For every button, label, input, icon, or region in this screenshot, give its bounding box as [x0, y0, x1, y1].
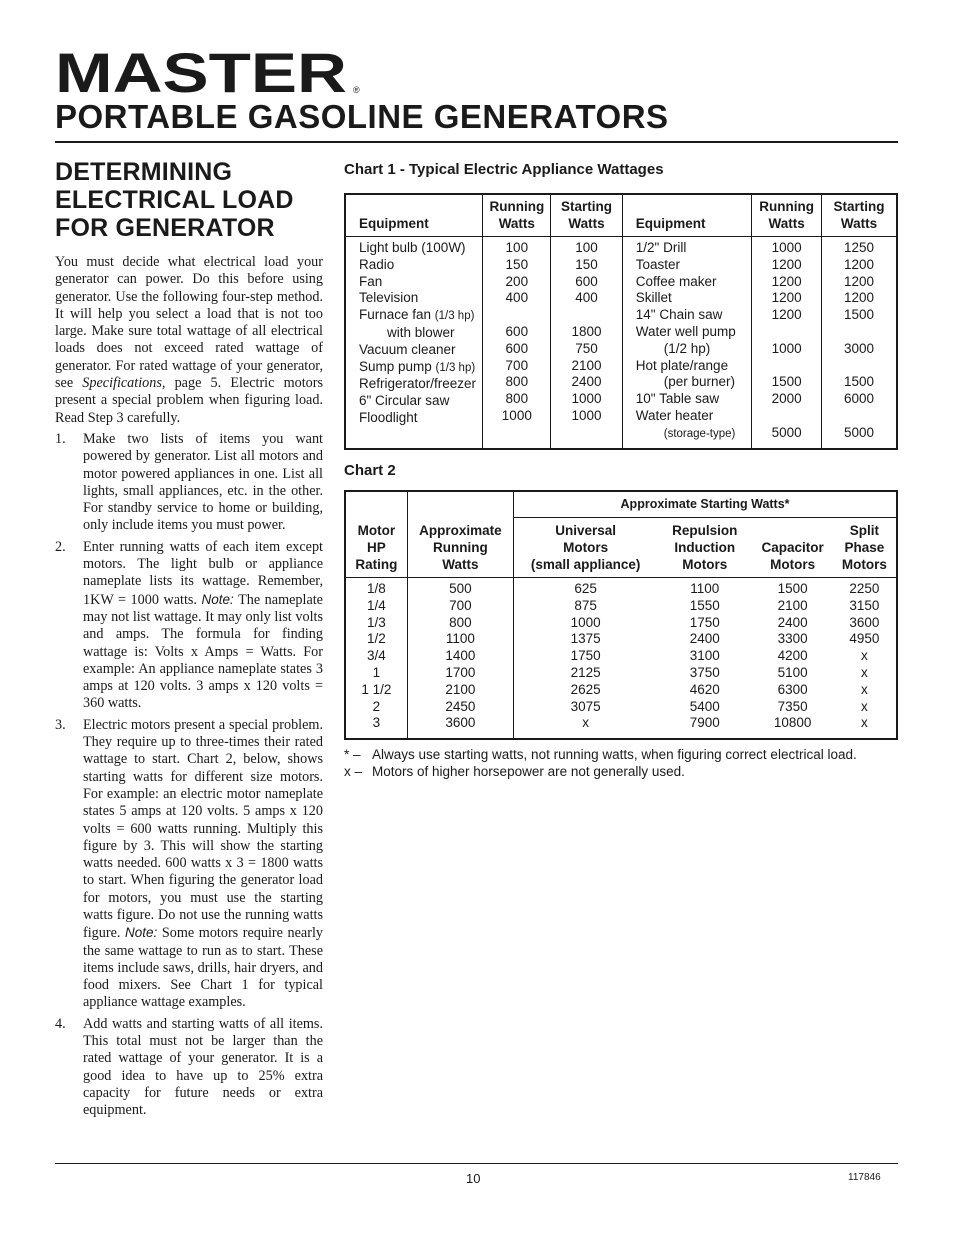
footnote-mark: x –: [344, 764, 363, 779]
starting-watts-value: 750: [575, 340, 598, 356]
header-line: Split: [849, 523, 879, 538]
cell-value: 1750: [570, 648, 601, 664]
group-header: Approximate Starting Watts*: [514, 491, 897, 518]
equipment-name: 14" Chain saw: [635, 307, 723, 323]
starting-watts-value: 1500: [844, 374, 875, 390]
equipment-name: Refrigerator/freezer: [359, 376, 477, 392]
header-line: Motors: [682, 557, 728, 572]
note-label: Note:: [125, 925, 158, 941]
header-line: Universal: [555, 523, 616, 538]
cell-value: 2125: [570, 664, 601, 680]
cell-value: x: [582, 715, 589, 731]
cell-value: 1500: [777, 581, 808, 596]
data-column: [407, 578, 513, 740]
cell-value: 2100: [777, 597, 808, 613]
registered-mark: ®: [353, 85, 360, 95]
cell-value: 1 1/2: [361, 681, 392, 697]
cell-value: 3600: [445, 715, 476, 731]
header-line: Phase: [844, 540, 885, 555]
footnote-mark: * –: [344, 747, 361, 762]
cell-value: 2100: [445, 681, 476, 697]
running-watts-value: 700: [505, 357, 529, 373]
intro-paragraph: [55, 254, 323, 427]
column-header: [345, 518, 407, 578]
column-header: [752, 518, 832, 578]
group-header-row: [345, 491, 897, 518]
starting-watts-value: 1000: [571, 407, 602, 423]
column-header: [657, 518, 752, 578]
header-line: Watts: [498, 216, 535, 231]
running-watts-value: 600: [505, 340, 529, 356]
footer-divider: [55, 1163, 898, 1164]
cell-value: 1000: [570, 614, 601, 630]
table-body-row: [345, 237, 897, 449]
cell-value: 875: [574, 597, 597, 613]
header-line: Starting: [560, 199, 612, 214]
equipment-note: (storage-type): [663, 427, 736, 440]
header-line: Starting: [833, 199, 885, 214]
header-line: Watts: [840, 216, 878, 231]
cell-value: 1100: [690, 581, 720, 596]
cell-value: 3750: [689, 664, 720, 680]
starting-watts-value: [826, 324, 892, 341]
cell-value: x: [860, 648, 868, 664]
cell-value: 3150: [849, 597, 880, 613]
header-line: Running: [489, 199, 545, 214]
equipment-name: Floodlight: [359, 409, 418, 425]
running-watts-value: 400: [505, 290, 529, 306]
header-equipment: Equipment: [345, 194, 483, 237]
data-column: [345, 578, 407, 740]
step-text: [83, 1016, 323, 1120]
running-watts-value: 1000: [501, 407, 532, 423]
header-line: Watts: [768, 216, 805, 231]
equipment-note: (1/3 hp): [434, 310, 475, 323]
running-watts-value: 800: [505, 391, 529, 407]
cell-value: 1/8: [366, 581, 386, 596]
cell-value: 2400: [777, 614, 808, 630]
header-line: Running: [433, 540, 488, 555]
column-header: [514, 518, 658, 578]
step-text: [83, 431, 323, 535]
cell-value: 10800: [773, 715, 812, 731]
equipment-name: Furnace fan (1/3 hp): [359, 307, 475, 323]
step-text-part: The nameplate may not list wattage. It may only list volts and amps. The formula for finding wattage is: Volts x Amps = Watts. For example: An appliance nameplate states 3 amps at 120 volts. 3 amps x 120 volts = 360 watts.: [83, 591, 323, 712]
cell-value: 6300: [777, 681, 808, 697]
running-watts-column: [483, 237, 551, 449]
starting-watts-value: 1200: [844, 290, 875, 306]
header-running-watts: [752, 194, 822, 237]
step-text: [83, 717, 323, 1012]
running-watts-value: [756, 358, 817, 375]
section-title-line: FOR GENERATOR: [55, 214, 275, 242]
instructions-column: [55, 158, 323, 1124]
cell-value: 1/4: [366, 597, 386, 613]
header-line: Motors: [563, 540, 609, 555]
note-label: Note:: [201, 591, 234, 607]
equipment-name: 1/2" Drill: [635, 240, 687, 255]
equipment-name: Skillet: [635, 290, 672, 306]
equipment-name: with blower: [387, 324, 455, 340]
step-text-part: Electric motors present a special problem. They require up to three-times their rated wattage to start. Chart 2, below, shows starting watts for different size motors. For example: an electric motor nameplate states 5 amps at 120 volts. 5 amps x 120 volts = 600 watts running. Multiply this figure by 3. This will show the starting watts needed. 600 watts x 3 = 1800 watts to start. When figuring the generator load for motors, you must use the starting watts figure. Do not use the running watts figure.: [83, 716, 323, 942]
cell-value: 625: [574, 581, 597, 596]
cell-value: 7350: [777, 698, 808, 714]
cell-value: 2: [372, 698, 381, 714]
cell-value: 2250: [849, 581, 880, 596]
header-line: Rating: [355, 557, 398, 572]
header-line: Running: [759, 199, 815, 214]
cell-value: 2450: [445, 698, 476, 714]
running-watts-value: 2000: [771, 391, 802, 407]
running-watts-value: 1500: [771, 374, 802, 390]
running-watts-value: 5000: [771, 424, 802, 440]
footnote-text: Always use starting watts, not running watts, when figuring correct electrical load.: [372, 747, 857, 762]
steps-list: [55, 431, 323, 1120]
equipment-name: (per burner): [663, 374, 736, 390]
cell-value: 2625: [570, 681, 601, 697]
column-header: [833, 518, 897, 578]
starting-watts-value: 5000: [844, 424, 875, 440]
running-watts-value: [756, 408, 817, 425]
step-item: [55, 717, 323, 1012]
cell-value: 1400: [445, 648, 476, 664]
starting-watts-value: [826, 408, 892, 425]
starting-watts-value: 1800: [571, 323, 602, 339]
running-watts-value: 1000: [771, 240, 802, 255]
running-watts-value: 1200: [771, 307, 802, 323]
cell-value: 5400: [689, 698, 720, 714]
starting-watts-value: 600: [575, 273, 598, 289]
intro-text: page 5. Electric motors present a special problem when figuring load. Read Step 3 carefully.: [55, 375, 323, 426]
cell-value: x: [860, 664, 868, 680]
cell-value: 1700: [445, 664, 476, 680]
equipment-name: (1/2 hp): [663, 340, 711, 356]
appliance-wattage-table: [344, 193, 898, 450]
header-line: Motors: [770, 557, 816, 572]
cell-value: x: [860, 698, 868, 714]
cell-value: 1: [372, 664, 381, 680]
equipment-column: [345, 237, 483, 449]
cell-value: 2400: [689, 631, 720, 647]
starting-watts-value: 3000: [844, 340, 875, 356]
table-header-row: [345, 518, 897, 578]
chart1-title: Chart 1 - Typical Electric Appliance Wattages: [344, 161, 664, 178]
section-title-line: ELECTRICAL LOAD: [55, 186, 294, 214]
document-code: 117846: [848, 1172, 881, 1183]
equipment-note: (1/3 hp): [435, 361, 476, 374]
header-line: Motor: [357, 523, 396, 538]
equipment-name: Water well pump: [635, 323, 736, 339]
data-column: [752, 578, 832, 740]
data-column: [833, 578, 897, 740]
starting-watts-value: 150: [575, 256, 598, 272]
equipment-name: Coffee maker: [635, 273, 717, 289]
equipment-name: [359, 427, 478, 444]
header-divider: [55, 141, 898, 143]
cell-value: 4620: [689, 681, 720, 697]
running-watts-value: 1200: [771, 290, 802, 306]
starting-watts-value: [826, 358, 892, 375]
equipment-name: Water heater: [635, 407, 714, 423]
table-header-row: [345, 194, 897, 237]
step-text-part: Some motors require nearly the same wattage to run as to start. These items include saws, drills, hair dryers, and food mixers. See Chart 1 for typical appliance wattage examples.: [83, 925, 323, 1011]
motor-starting-watts-table: [344, 490, 898, 740]
running-watts-value: 600: [505, 323, 529, 339]
header-starting-watts: [822, 194, 897, 237]
step-text-part: Enter running watts of each item except motors. The light bulb or appliance nameplate lists its wattage. Remember, 1KW = 1000 watts.: [83, 538, 323, 608]
footnote-text: Motors of higher horsepower are not generally used.: [372, 764, 685, 779]
step-item: [55, 539, 323, 713]
footnote: [344, 763, 904, 780]
cell-value: 1550: [689, 597, 720, 613]
running-watts-value: 100: [505, 240, 529, 255]
intro-text: You must decide what electrical load your generator can power. Do this before using generator. Use the following four-step method. It will help you select a load that is not too large. Make sure total wattage of all electrical loads does not exceed rated wattage of generator. For rated wattage of your generator, see: [55, 254, 323, 392]
step-item: [55, 1016, 323, 1120]
step-text-part: Add watts and starting watts of all items. This total must not be larger than the rated wattage of your generator. It is a good idea to have up to 25% extra capacity for future needs or extra equipment.: [83, 1015, 323, 1119]
header-running-watts: [483, 194, 551, 237]
starting-watts-value: 2100: [571, 357, 602, 373]
step-text-part: Make two lists of items you want powered by generator. List all motors and motor powered appliances in one. List all lights, small appliances, etc. in the other. For standby service to home or building, only include items you must power.: [83, 430, 323, 534]
equipment-name: Sump pump (1/3 hp): [359, 358, 476, 374]
table-body-row: [345, 578, 897, 740]
page-number: 10: [466, 1171, 481, 1186]
starting-watts-value: 1250: [844, 240, 875, 255]
cell-value: 1100: [445, 631, 475, 647]
running-watts-value: 200: [505, 273, 529, 289]
starting-watts-value: [555, 425, 618, 442]
starting-watts-value: 1200: [844, 273, 875, 289]
step-number: 2.: [55, 538, 66, 555]
chart2-title: Chart 2: [344, 462, 396, 479]
cell-value: 1/2: [366, 631, 386, 647]
running-watts-value: [487, 307, 546, 324]
header-line: Induction: [674, 540, 736, 555]
starting-watts-value: 1200: [844, 256, 875, 272]
running-watts-column: [752, 237, 822, 449]
master-logo: [55, 48, 365, 98]
header-line: HP: [366, 540, 386, 555]
cell-value: 3600: [849, 614, 880, 630]
data-column: [657, 578, 752, 740]
starting-watts-value: 6000: [844, 391, 875, 407]
equipment-name: Fan: [359, 273, 383, 289]
cell-value: 5100: [777, 664, 808, 680]
step-number: 3.: [55, 716, 66, 733]
specifications-reference: Specifications,: [82, 375, 166, 392]
section-title-line: DETERMINING: [55, 158, 233, 186]
running-watts-value: 800: [505, 374, 529, 390]
equipment-name: Radio: [359, 256, 395, 272]
header-line: (small appliance): [530, 557, 641, 572]
cell-value: 500: [449, 581, 472, 596]
cell-value: 1750: [689, 614, 720, 630]
starting-watts-value: 1000: [571, 391, 602, 407]
equipment-name: Light bulb (100W): [359, 240, 466, 255]
cell-value: 1375: [570, 631, 601, 647]
equipment-name: Hot plate/range: [635, 357, 729, 373]
logo-text: MASTER: [55, 48, 347, 98]
step-number: 4.: [55, 1015, 66, 1032]
running-watts-value: [487, 425, 546, 442]
step-number: 1.: [55, 430, 66, 447]
starting-watts-value: 2400: [571, 374, 602, 390]
cell-value: 3: [372, 715, 381, 731]
header-line: Approximate: [419, 523, 502, 538]
cell-value: x: [860, 715, 868, 731]
page-title: PORTABLE GASOLINE GENERATORS: [55, 98, 669, 135]
cell-value: 3100: [689, 648, 720, 664]
section-title: [55, 158, 323, 242]
footnote: [344, 746, 904, 763]
equipment-column: [622, 237, 752, 449]
cell-value: 700: [449, 597, 472, 613]
cell-value: 1/3: [366, 614, 386, 630]
starting-watts-value: 400: [575, 290, 598, 306]
header-line: Motors: [841, 557, 887, 572]
header-line: Watts: [442, 557, 479, 572]
header-line: Watts: [568, 216, 605, 231]
cell-value: x: [860, 681, 868, 697]
footnotes: [344, 746, 904, 780]
header-line: Repulsion: [672, 523, 738, 538]
starting-watts-value: 100: [575, 240, 598, 255]
cell-value: 4950: [849, 631, 880, 647]
step-text: [83, 539, 323, 713]
running-watts-value: [756, 324, 817, 341]
running-watts-value: 1000: [771, 340, 802, 356]
equipment-name: 6" Circular saw: [359, 393, 450, 409]
cell-value: 800: [449, 614, 472, 630]
equipment-name: [636, 425, 748, 443]
header-starting-watts: [551, 194, 623, 237]
equipment-name: 10" Table saw: [635, 391, 720, 407]
running-watts-value: 150: [505, 256, 529, 272]
header-line: Capacitor: [761, 540, 824, 555]
column-header: [407, 518, 513, 578]
running-watts-value: 1200: [771, 256, 802, 272]
starting-watts-column: [551, 237, 623, 449]
equipment-name: Vacuum cleaner: [359, 341, 456, 357]
starting-watts-value: 1500: [844, 307, 875, 323]
cell-value: 7900: [689, 715, 720, 731]
cell-value: 3300: [777, 631, 808, 647]
starting-watts-column: [822, 237, 897, 449]
cell-value: 4200: [777, 648, 808, 664]
cell-value: 3/4: [366, 648, 386, 664]
step-item: [55, 431, 323, 535]
equipment-name: Toaster: [635, 256, 681, 272]
running-watts-value: 1200: [771, 273, 802, 289]
equipment-name: Television: [359, 290, 419, 306]
cell-value: 3075: [570, 698, 601, 714]
header-equipment: Equipment: [622, 194, 752, 237]
starting-watts-value: [555, 307, 618, 324]
data-column: [514, 578, 658, 740]
